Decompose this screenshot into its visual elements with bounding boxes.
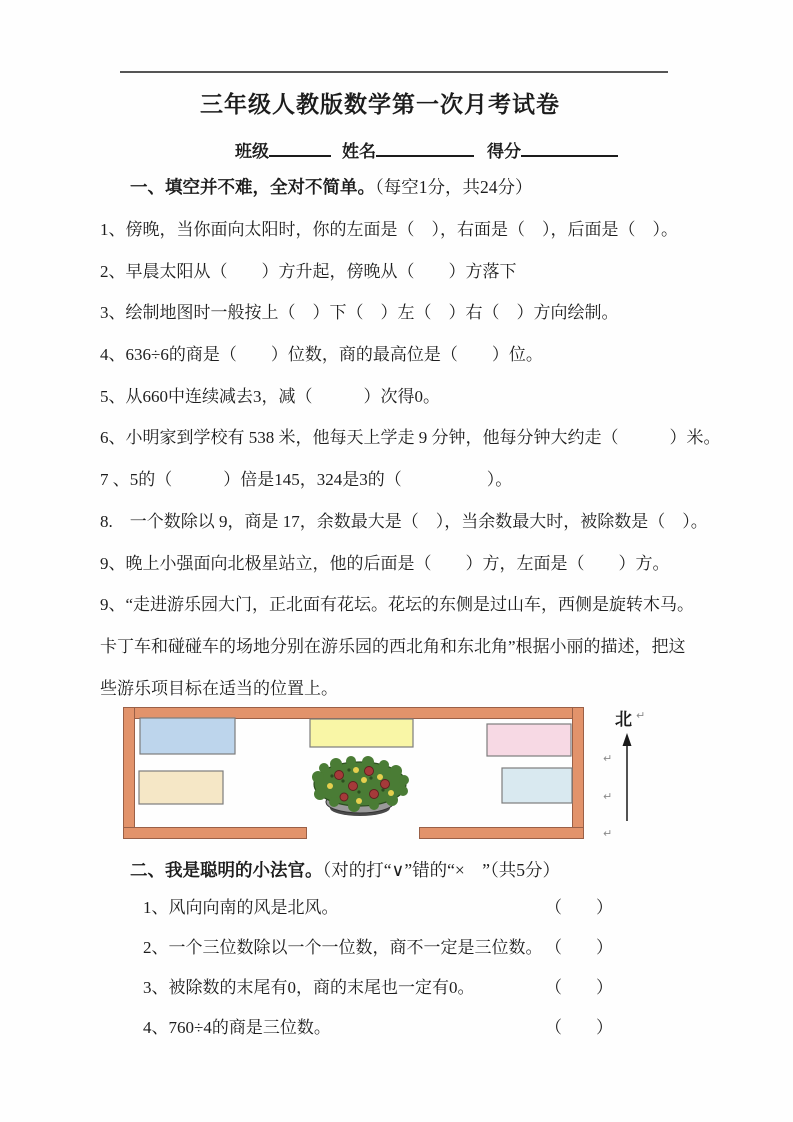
north-label: 北 [615, 710, 632, 729]
marker-rect-northwest [140, 718, 235, 754]
marker-rect-north [310, 719, 413, 747]
question-text: 1、风向向南的风是北风。 [143, 898, 339, 917]
section-one-heading [130, 174, 533, 199]
park-map-figure [123, 707, 584, 839]
question-line: 8. 一个数除以 9，商是 17，余数最大是（ ），当余数最大时，被除数是（ ）。 [100, 511, 708, 531]
marker-rect-east [502, 768, 572, 803]
flower-bed [312, 756, 409, 816]
question-line: 卡丁车和碰碰车的场地分别在游乐园的西北角和东北角”根据小丽的描述，把这 [100, 636, 686, 656]
question-line: 7 、5的（ ）倍是145，324是3的（ ）。 [100, 470, 513, 490]
true-false-question-list [143, 893, 613, 1053]
question-text: 4、760÷4的商是三位数。 [143, 1018, 331, 1037]
question-line: 9、“走进游乐园大门，正北面有花坛。花坛的东侧是过山车，西侧是旋转木马。 [100, 595, 695, 615]
question-line: 5、从660中连续减去3，减（ ）次得0。 [100, 386, 440, 406]
marker-rect-northeast [487, 724, 571, 756]
true-false-row [143, 893, 613, 933]
paragraph-mark-icon: ↵ [603, 752, 613, 765]
section-one-note: （每空1分，共24分） [375, 177, 533, 197]
question-line: 1、傍晚，当你面向太阳时，你的左面是（ ），右面是（ ），后面是（ ）。 [100, 220, 678, 239]
north-indicator [600, 704, 670, 844]
question-line: 9、晚上小强面向北极星站立，他的后面是（ ）方，左面是（ ）方。 [100, 553, 670, 573]
question-line: 3、绘制地图时一般按上（ ）下（ ）左（ ）右（ ）方向绘制。 [100, 303, 619, 323]
answer-parentheses: （ ） [545, 898, 613, 917]
section-two-heading [130, 857, 560, 882]
question-line: 2、早晨太阳从（ ）方升起，傍晚从（ ）方落下 [100, 261, 517, 281]
question-text: 2、一个三位数除以一个一位数，商不一定是三位数。 [143, 938, 543, 957]
question-line: 6、小明家到学校有 538 米，他每天上学走 9 分钟，他每分钟大约走（ ）米。 [100, 428, 721, 448]
section-two-note: （对的打“∨”错的“× ”（共5分） [322, 860, 560, 880]
answer-parentheses: （ ） [545, 1018, 613, 1037]
meta-row [235, 137, 618, 162]
north-arrow-icon [621, 733, 633, 821]
marker-rect-west [139, 771, 223, 804]
true-false-row [143, 933, 613, 973]
true-false-row [143, 1013, 613, 1053]
page-title: 三年级人教版数学第一次月考试卷 [200, 92, 560, 117]
section-two-title: 二、我是聪明的小法官。 [130, 860, 323, 880]
answer-parentheses: （ ） [545, 978, 613, 997]
class-label: 班级 [235, 142, 269, 161]
paragraph-mark-icon: ↵ [603, 790, 613, 803]
true-false-row [143, 973, 613, 1013]
paragraph-mark-icon: ↵ [636, 709, 646, 722]
park-map [123, 707, 584, 839]
name-label: 姓名 [342, 142, 376, 161]
paragraph-mark-icon: ↵ [603, 827, 613, 840]
name-blank-line [376, 139, 474, 157]
score-label: 得分 [487, 142, 521, 161]
class-blank-line [269, 139, 331, 157]
fill-in-question-list [100, 215, 780, 715]
score-blank-line [521, 139, 618, 157]
answer-parentheses: （ ） [545, 938, 613, 957]
question-text: 3、被除数的末尾有0，商的末尾也一定有0。 [143, 978, 475, 997]
question-line: 4、636÷6的商是（ ）位数，商的最高位是（ ）位。 [100, 345, 543, 365]
question-line: 些游乐项目标在适当的位置上。 [100, 678, 338, 698]
section-one-title: 一、填空并不难，全对不简单。 [130, 177, 375, 197]
header-divider [120, 71, 668, 73]
